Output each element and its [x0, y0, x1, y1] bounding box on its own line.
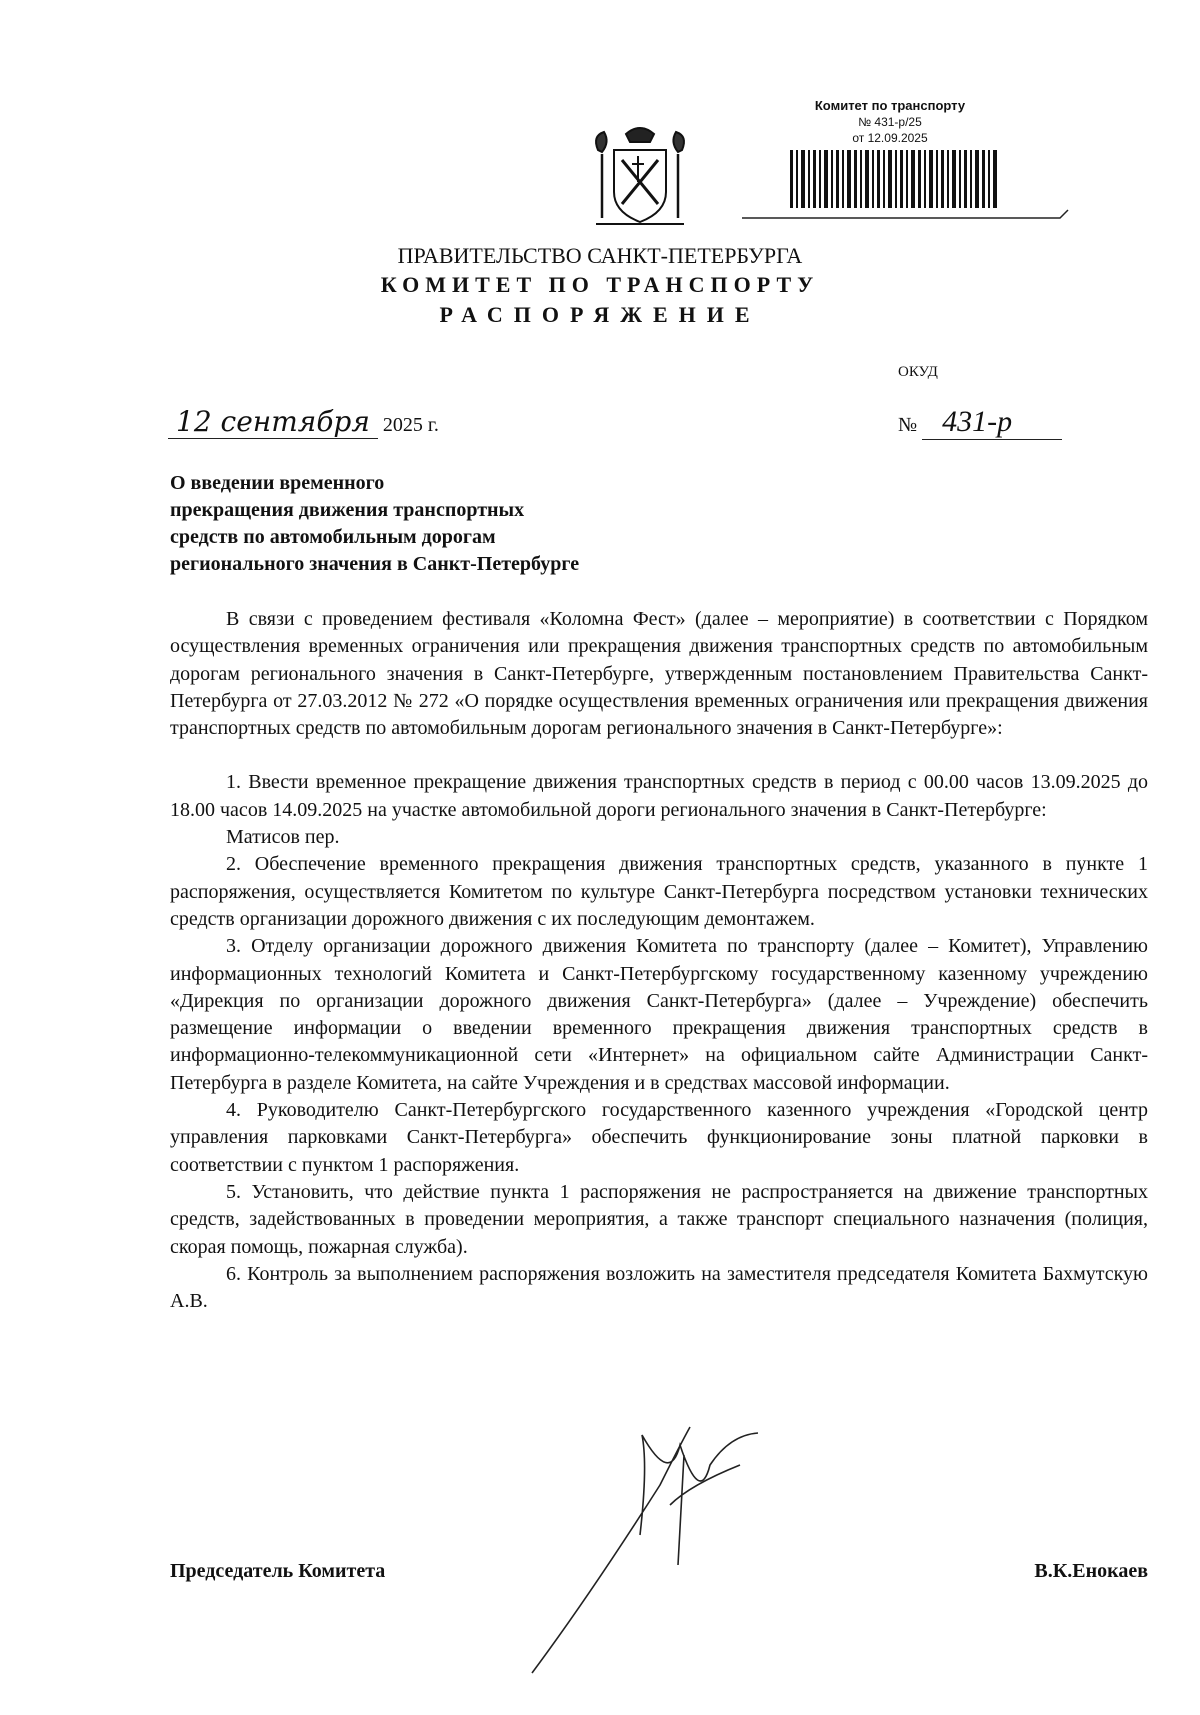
- subject-line: прекращения движения транспортных: [170, 499, 525, 521]
- handwritten-signature: [530, 1425, 810, 1675]
- document-subject: [170, 470, 730, 578]
- paragraph-6: 6. Контроль за выполнением распоряжения возложить на заместителя председателя Комитета Бахмутскую А.В.: [170, 1262, 1148, 1313]
- committee-title: КОМИТЕТ ПО ТРАНСПОРТУ: [380, 272, 820, 297]
- date-handwritten: 12 сентября: [168, 405, 378, 439]
- okud-label: ОКУД: [898, 364, 938, 380]
- intro-paragraph: В связи с проведением фестиваля «Коломна Фест» (далее – мероприятие) в соответствии с Порядком осуществления временных ограничения или прекращения движения транспортных средств по автомобильным дорогам регионального значения в Санкт-Петербурге, утвержденным постановлением Правительства Санкт-Петербурга от 27.03.2012 № 272 «О порядке осуществления временных ограничения или прекращения движения транспортных средств по автомобильным дорогам регионального значения в Санкт-Петербурге»:: [170, 608, 1148, 740]
- document-body: [170, 606, 1148, 1315]
- coat-of-arms-icon: [588, 120, 692, 232]
- signatory-name: В.К.Енокаев: [1034, 1560, 1148, 1582]
- subject-line: регионального значения в Санкт-Петербурге: [170, 553, 580, 575]
- registration-stamp: [805, 98, 975, 146]
- stamp-line-2: № 431-р/25: [858, 115, 922, 129]
- stamp-line-3: от 12.09.2025: [852, 131, 928, 145]
- subject-line: средств по автомобильным дорогам: [170, 526, 496, 548]
- number-prefix: №: [898, 414, 918, 436]
- number-handwritten: 431-р: [922, 405, 1062, 440]
- stamp-line-1: Комитет по транспорту: [814, 98, 966, 113]
- paragraph-3: 3. Отделу организации дорожного движения Комитета по транспорту (далее – Комитет), Управлению информационных технологий Комитета и Санкт-Петербургскому государственному казенному учреждению «Дирекция по организации дорожного движения Санкт-Петербурга» (далее – Учреждение) обеспечить размещение информации о введении временного прекращения движения транспортных средств в информационно-телекоммуникационной сети «Интернет» на официальном сайте Администрации Санкт-Петербурга в разделе Комитета, на сайте Учреждения и в средствах массовой информации.: [170, 935, 1148, 1094]
- stamp-underline: [740, 208, 1070, 222]
- paragraph-5: 5. Установить, что действие пункта 1 распоряжения не распространяется на движение транспортных средств, задействованных в проведении мероприятия, а также транспорт специального назначения (полиция, скорая помощь, пожарная служба).: [170, 1180, 1148, 1258]
- signatory-position: Председатель Комитета: [170, 1560, 386, 1582]
- barcode: [790, 150, 1000, 208]
- document-type: РАСПОРЯЖЕНИЕ: [439, 302, 761, 327]
- paragraph-1: 1. Ввести временное прекращение движения транспортных средств в период с 00.00 часов 13.09.2025 до 18.00 часов 14.09.2025 на участке автомобильной дороги регионального значения в Санкт-Петербурге:: [170, 771, 1148, 821]
- paragraph-4: 4. Руководителю Санкт-Петербургского государственного казенного учреждения «Городской центр управления парковками Санкт-Петербурга» обеспечить функционирование зоны платной парковки в соответствии с пунктом 1 распоряжения.: [170, 1099, 1148, 1176]
- document-number: [898, 405, 1062, 440]
- government-title: ПРАВИТЕЛЬСТВО САНКТ-ПЕТЕРБУРГА: [397, 243, 803, 268]
- date-year: 2025 г.: [382, 414, 439, 436]
- subject-line: О введении временного: [170, 472, 385, 494]
- paragraph-1-street: Матисов пер.: [226, 826, 340, 849]
- document-date: [168, 405, 439, 438]
- paragraph-2: 2. Обеспечение временного прекращения движения транспортных средств, указанного в пункте 1 распоряжения, осуществляется Комитетом по культуре Санкт-Петербурга посредством установки технических средств организации дорожного движения с их последующим демонтажем.: [170, 853, 1148, 930]
